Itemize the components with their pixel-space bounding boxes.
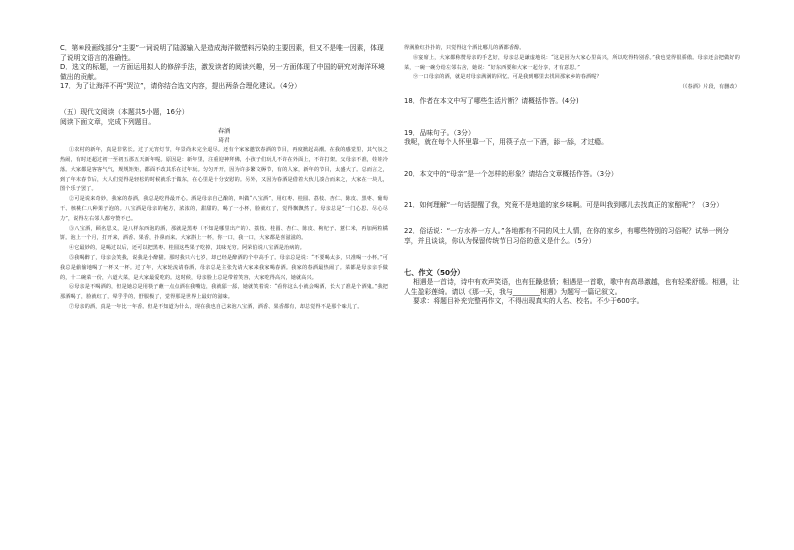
article-paragraph-5: ⑤我喝醉了，母亲会笑我，说我是小醉猫。那时我只六七岁，却已经是醉酒的个中高手了。母亲总是说：“不要喝太多，只准喝一小杯。”可我总是偷偷地喝了一杯又一杯。过了年，大家轮流请春酒，母亲总是主张先请大家来我家喝春酒。我家的春酒最热闹了。菜都是母亲亲手做的，十二碗菜一份，六道大菜，是大家最爱吃的。这时候，母亲脸上总是带着笑容，大家吃得高兴，她就高兴。 xyxy=(60,254,388,281)
section7-prompt: 相遇是一首诗，诗中有欢声笑语，也有狂躁悲愤；相遇是一首歌，歌中有高昂激越，也有轻柔舒缓。相遇，让人生盈彩莲绮。请以《那一天，我与________相遇》为题写一篇记叙文。 xyxy=(404,278,740,296)
article-continuation-2: ⑧宴席上，大家都称赞母亲的手艺好，母亲总是谦虚地说：“这是因为大家心里高兴，所以吃得特别香。”我也觉得很骄傲。母亲还会把做好的菜，一碗一碗分给左邻右舍，她说：“好东西要和大家一起分享，才有意思。” xyxy=(404,54,740,71)
article-paragraph-1: ①农村的新年，真是非常长。过了元宵灯节，年景尚未完全退尽。还有个家家邀饮春酒的节目，再度掀起高潮。在我的感觉里，其气氛之热闹，有时还超过初一至初五那五天新年呢。原因是：新年里，注重迎神拜佛，小孩子们玩儿不许在外面上，不许打架。父母亲不准，娃娃冷落。大家都是客客气气，规规矩矩，都面不改其乐在过年玩。匀匀开开，因为许多繁文缛节，有的人家，新年的节目，太盛大了。总而言之，到了年末春节后，大人们觉得是轻松的时候就乐于做东，在心里是十分安慰的。另外，又因为春酒是借着大伙儿凑合而来之，大家在一块儿，图个乐子罢了。 xyxy=(60,147,388,193)
right-column xyxy=(404,44,740,307)
left-column xyxy=(60,44,388,313)
article-paragraph-6: ⑥母亲是不喝酒的，但是她总是用筷子蘸一点点酒在我嘴边，我就舔一舔，她就笑着说：“看你这么小就会喝酒，长大了准是个酒鬼。”我把那酒喝了，脸就红了，晕乎乎的，舒服极了，觉得那是世界上最好的滋味。 xyxy=(60,284,388,301)
article-body xyxy=(60,146,388,313)
article-paragraph-3: ③八宝酒，顾名思义，是八样东西泡的酒，那就是黑枣（不知是哪里出产的）、荔枝、桂圆、杏仁、陈皮、枸杞子、薏仁米，再加两粒橘饼。泡上一个月，打开来，酒香、果香，扑鼻而来。大家斟上一杯，你一口，我一口，大家都是喜滋滋的。 xyxy=(60,225,388,242)
q16-option-d: D．选文的标题，一方面运用拟人的修辞手法，激发读者的阅读兴趣，另一方面体现了中国的研究对海洋环境做出的贡献。 xyxy=(60,63,385,81)
q22: 22．俗话说：“一方水养一方人。”各地都有不同的风土人情，在你的家乡，有哪些特别的习俗呢？试举一例分享，并且谈谈，你认为保留传统节日习俗的意义是什么。（5分） xyxy=(404,226,729,245)
section5-heading: （五）现代文阅读（本题共5小题，16分） xyxy=(60,107,189,116)
section5-instruction: 阅读下面文章，完成下列题目。 xyxy=(60,117,156,126)
article-paragraph-4: ④它最妙的，是喝过以后，还可以把黑枣、桂圆这些果子吃掉，其味无穷。阿荣伯说八宝酒是治病的。 xyxy=(69,245,305,252)
article-author: 琦君 xyxy=(218,138,230,145)
article-continuation-1: 得满脸红扑扑的，只觉得这个酒比哪儿的酒都香醇。 xyxy=(404,45,525,51)
article-source: （《春酒》片段，有删改） xyxy=(679,84,740,91)
section7-heading: 七、作文（50分） xyxy=(404,268,465,278)
section7-requirements: 要求：将题目补充完整再作文，不得出现真实的人名、校名。不少于600字。 xyxy=(413,297,644,306)
q19-text: 我呢，就在每个人怀里靠一下，用筷子点一下酒，舔一舔，才过瘾。 xyxy=(404,138,608,147)
article-paragraph-7: ⑦母亲的酒，真是一年比一年香。但是不知道为什么，现在我也自己来泡八宝酒，酒香、果香都有，却总觉得不是那个味儿了。 xyxy=(69,303,363,310)
q16-option-c: C．第⑥段画线部分“主要”一词说明了陆源输入是造成海洋微塑料污染的主要因素，但又不是唯一因素，体现了说明文语言的准确性。 xyxy=(60,44,384,62)
article-paragraph-2: ②可是说来奇妙，我家的春酒，我总是吃得最开心。酒是母亲自己酿的，叫做“八宝酒”，用红枣、桂圆、荔枝、杏仁、陈皮、黑枣、葡萄干、核桃仁八种果子泡的。八宝酒是母亲的秘方，浓浓的，甜甜的，喝了一小杯，脸就红了，觉得飘飘然了。母亲总是“一门心思、尽心尽力”，说得左右邻人都夸赞不已。 xyxy=(60,196,388,222)
article-title: 春酒 xyxy=(217,128,231,136)
q20: 20．本文中的“母亲”是一个怎样的形象？请结合文章概括作答。（3分） xyxy=(404,169,618,178)
q18: 18．作者在本文中写了哪些生活片断？请概括作答。(4分) xyxy=(404,96,579,105)
q21: 21．如何理解“一句话提醒了我，究竟不是地道的家乡味啊。可是叫我到哪儿去找真正的家醅呢”？（3分） xyxy=(404,201,724,210)
q17: 17．为了让海洋不再“哭泣”，请你结合选文内容，提出两条合理化建议。（4分） xyxy=(60,82,301,91)
article-continuation-3: ⑨一口母亲的酒，就是对母亲满满的回忆。可是我到哪里去找回那家乡的春酒呢？ xyxy=(413,74,602,81)
page-bottom-margin xyxy=(0,540,794,550)
q19-label: 19．品味句子。（3分） xyxy=(404,128,475,137)
